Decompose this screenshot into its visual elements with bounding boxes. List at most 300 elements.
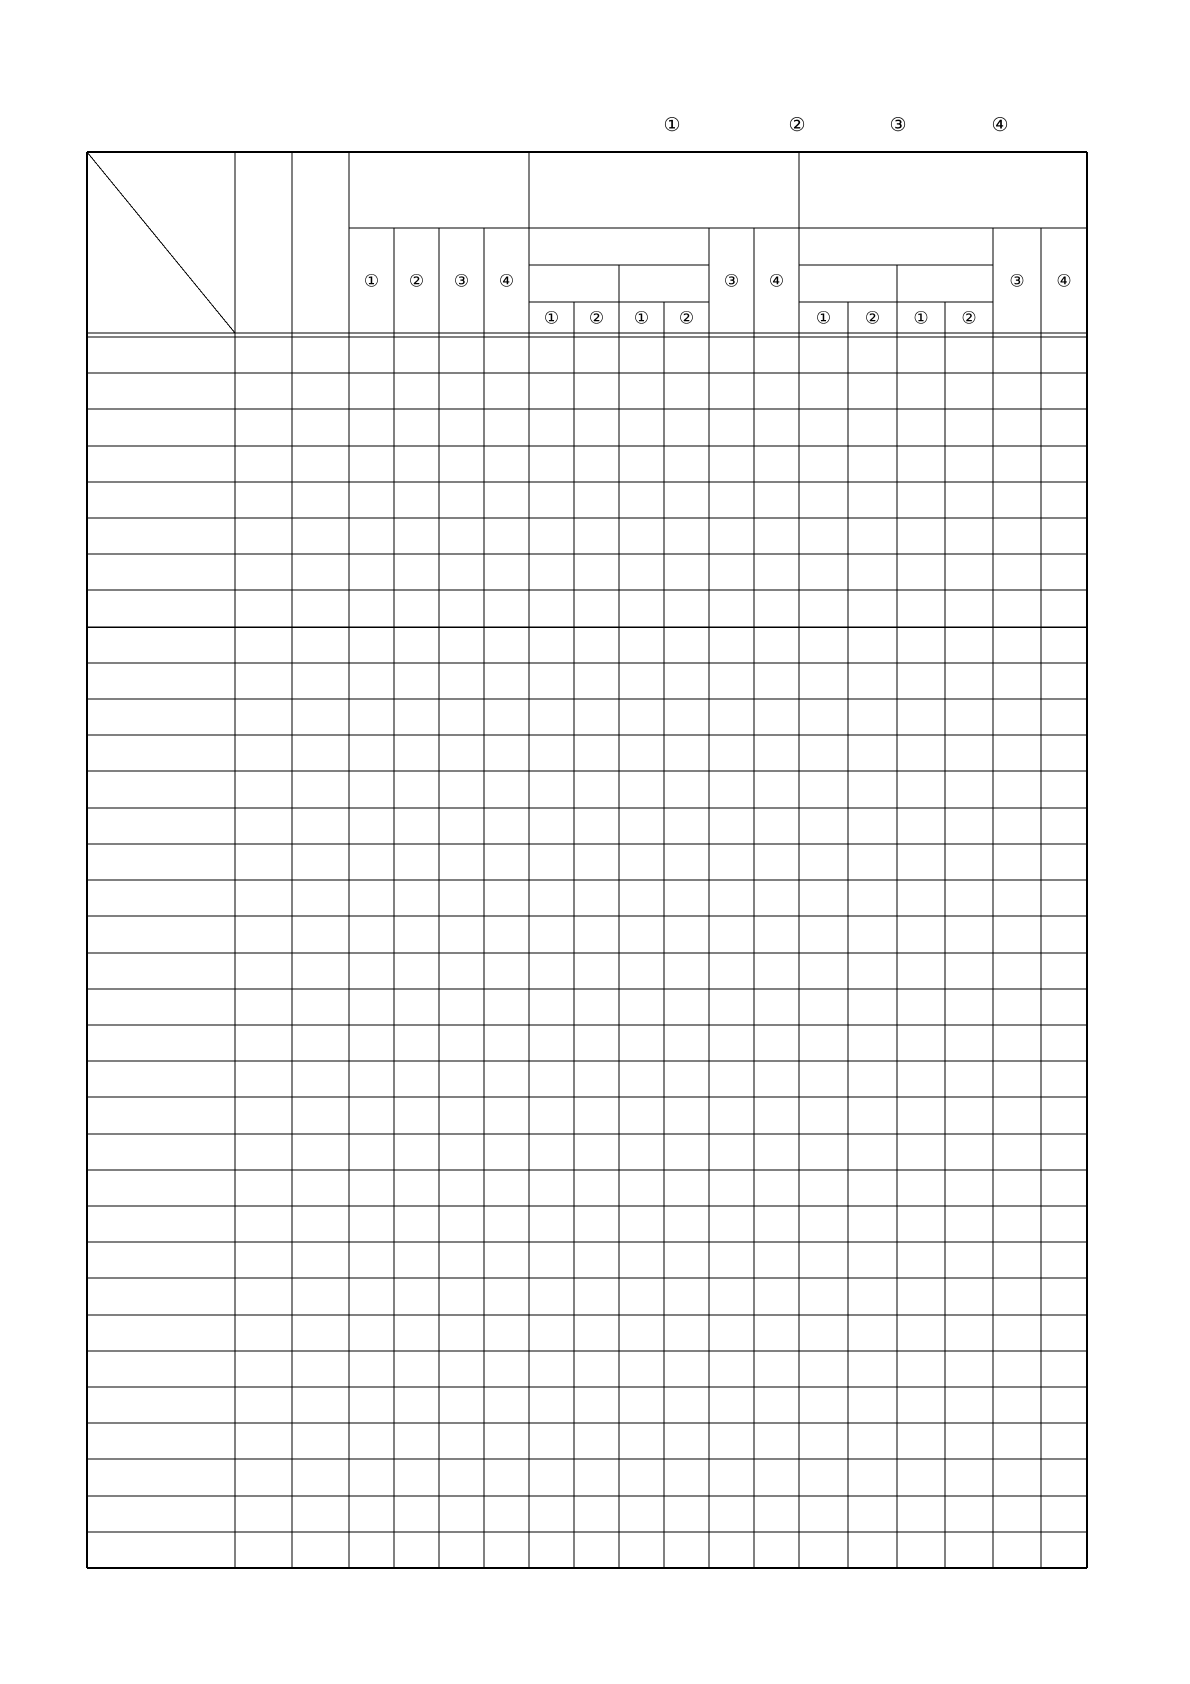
entry-cell[interactable] [620, 1388, 663, 1422]
entry-cell[interactable] [440, 1135, 483, 1169]
entry-cell[interactable] [994, 845, 1040, 879]
entry-cell[interactable] [236, 917, 291, 951]
entry-cell[interactable] [755, 881, 798, 915]
row-name-cell[interactable] [88, 881, 234, 915]
row-name-cell[interactable] [88, 591, 234, 625]
entry-cell[interactable] [530, 338, 573, 372]
row-name-cell[interactable] [88, 1388, 234, 1422]
entry-cell[interactable] [1042, 1497, 1086, 1531]
entry-cell[interactable] [800, 1497, 847, 1531]
entry-cell[interactable] [293, 700, 348, 734]
row-name-cell[interactable] [88, 1098, 234, 1132]
entry-cell[interactable] [946, 1388, 992, 1422]
entry-cell[interactable] [395, 338, 438, 372]
entry-cell[interactable] [710, 410, 753, 444]
entry-cell[interactable] [800, 1388, 847, 1422]
entry-cell[interactable] [665, 772, 708, 806]
entry-cell[interactable] [800, 1279, 847, 1313]
entry-cell[interactable] [898, 1026, 944, 1060]
entry-cell[interactable] [849, 591, 896, 625]
entry-cell[interactable] [350, 881, 393, 915]
entry-cell[interactable] [849, 1207, 896, 1241]
entry-cell[interactable] [575, 519, 618, 553]
entry-cell[interactable] [395, 664, 438, 698]
entry-cell[interactable] [620, 1424, 663, 1458]
entry-cell[interactable] [530, 664, 573, 698]
entry-cell[interactable] [575, 1171, 618, 1205]
entry-cell[interactable] [849, 628, 896, 662]
entry-cell[interactable] [665, 628, 708, 662]
entry-cell[interactable] [485, 881, 528, 915]
entry-cell[interactable] [898, 1424, 944, 1458]
entry-cell[interactable] [530, 628, 573, 662]
entry-cell[interactable] [1042, 664, 1086, 698]
entry-cell[interactable] [485, 1388, 528, 1422]
entry-cell[interactable] [898, 374, 944, 408]
entry-cell[interactable] [620, 591, 663, 625]
entry-cell[interactable] [994, 990, 1040, 1024]
entry-cell[interactable] [350, 374, 393, 408]
entry-cell[interactable] [575, 1026, 618, 1060]
entry-cell[interactable] [946, 1243, 992, 1277]
entry-cell[interactable] [849, 1026, 896, 1060]
entry-cell[interactable] [293, 447, 348, 481]
row-name-cell[interactable] [88, 1062, 234, 1096]
entry-cell[interactable] [1042, 1171, 1086, 1205]
entry-cell[interactable] [236, 809, 291, 843]
entry-cell[interactable] [710, 736, 753, 770]
entry-cell[interactable] [440, 809, 483, 843]
entry-cell[interactable] [710, 1062, 753, 1096]
entry-cell[interactable] [575, 1243, 618, 1277]
entry-cell[interactable] [946, 990, 992, 1024]
entry-cell[interactable] [1042, 483, 1086, 517]
entry-cell[interactable] [575, 1207, 618, 1241]
entry-cell[interactable] [440, 664, 483, 698]
entry-cell[interactable] [620, 845, 663, 879]
entry-cell[interactable] [620, 519, 663, 553]
entry-cell[interactable] [293, 664, 348, 698]
row-name-cell[interactable] [88, 845, 234, 879]
entry-cell[interactable] [994, 1388, 1040, 1422]
entry-cell[interactable] [485, 1497, 528, 1531]
entry-cell[interactable] [994, 917, 1040, 951]
entry-cell[interactable] [1042, 809, 1086, 843]
entry-cell[interactable] [755, 1243, 798, 1277]
row-name-cell[interactable] [88, 1207, 234, 1241]
entry-cell[interactable] [575, 917, 618, 951]
entry-cell[interactable] [994, 1171, 1040, 1205]
entry-cell[interactable] [350, 772, 393, 806]
entry-cell[interactable] [1042, 881, 1086, 915]
entry-cell[interactable] [440, 338, 483, 372]
entry-cell[interactable] [1042, 1352, 1086, 1386]
entry-cell[interactable] [710, 1243, 753, 1277]
entry-cell[interactable] [530, 1424, 573, 1458]
entry-cell[interactable] [575, 483, 618, 517]
entry-cell[interactable] [755, 736, 798, 770]
entry-cell[interactable] [849, 447, 896, 481]
entry-cell[interactable] [350, 1171, 393, 1205]
entry-cell[interactable] [350, 1135, 393, 1169]
entry-cell[interactable] [293, 519, 348, 553]
entry-cell[interactable] [898, 338, 944, 372]
entry-cell[interactable] [665, 519, 708, 553]
entry-cell[interactable] [898, 954, 944, 988]
entry-cell[interactable] [994, 1207, 1040, 1241]
entry-cell[interactable] [898, 1497, 944, 1531]
entry-cell[interactable] [395, 1026, 438, 1060]
entry-cell[interactable] [710, 990, 753, 1024]
entry-cell[interactable] [236, 483, 291, 517]
entry-cell[interactable] [800, 809, 847, 843]
entry-cell[interactable] [350, 700, 393, 734]
entry-cell[interactable] [946, 700, 992, 734]
entry-cell[interactable] [236, 1424, 291, 1458]
row-name-cell[interactable] [88, 555, 234, 589]
entry-cell[interactable] [350, 1243, 393, 1277]
entry-cell[interactable] [395, 1207, 438, 1241]
entry-cell[interactable] [849, 1279, 896, 1313]
entry-cell[interactable] [575, 954, 618, 988]
row-name-cell[interactable] [88, 519, 234, 553]
row-name-cell[interactable] [88, 628, 234, 662]
entry-cell[interactable] [755, 519, 798, 553]
entry-cell[interactable] [293, 1424, 348, 1458]
entry-cell[interactable] [620, 809, 663, 843]
entry-cell[interactable] [236, 1388, 291, 1422]
entry-cell[interactable] [575, 1098, 618, 1132]
entry-cell[interactable] [800, 591, 847, 625]
entry-cell[interactable] [530, 917, 573, 951]
entry-cell[interactable] [710, 1460, 753, 1494]
entry-cell[interactable] [710, 1026, 753, 1060]
entry-cell[interactable] [710, 374, 753, 408]
entry-cell[interactable] [1042, 1460, 1086, 1494]
row-name-cell[interactable] [88, 809, 234, 843]
entry-cell[interactable] [946, 809, 992, 843]
row-name-cell[interactable] [88, 374, 234, 408]
entry-cell[interactable] [755, 338, 798, 372]
entry-cell[interactable] [665, 1207, 708, 1241]
entry-cell[interactable] [1042, 555, 1086, 589]
entry-cell[interactable] [350, 591, 393, 625]
entry-cell[interactable] [236, 772, 291, 806]
entry-cell[interactable] [849, 410, 896, 444]
entry-cell[interactable] [530, 519, 573, 553]
entry-cell[interactable] [710, 519, 753, 553]
entry-cell[interactable] [485, 1026, 528, 1060]
entry-cell[interactable] [440, 1062, 483, 1096]
entry-cell[interactable] [898, 1460, 944, 1494]
entry-cell[interactable] [710, 700, 753, 734]
entry-cell[interactable] [395, 772, 438, 806]
entry-cell[interactable] [946, 1026, 992, 1060]
entry-cell[interactable] [620, 374, 663, 408]
entry-cell[interactable] [755, 1388, 798, 1422]
entry-cell[interactable] [395, 628, 438, 662]
entry-cell[interactable] [710, 809, 753, 843]
entry-cell[interactable] [755, 591, 798, 625]
entry-cell[interactable] [293, 1388, 348, 1422]
entry-cell[interactable] [440, 447, 483, 481]
entry-cell[interactable] [665, 1171, 708, 1205]
entry-cell[interactable] [665, 917, 708, 951]
entry-cell[interactable] [620, 1279, 663, 1313]
entry-cell[interactable] [575, 1316, 618, 1350]
entry-cell[interactable] [575, 845, 618, 879]
entry-cell[interactable] [665, 1388, 708, 1422]
entry-cell[interactable] [994, 1243, 1040, 1277]
entry-cell[interactable] [800, 664, 847, 698]
entry-cell[interactable] [530, 1243, 573, 1277]
entry-cell[interactable] [236, 1135, 291, 1169]
entry-cell[interactable] [1042, 1135, 1086, 1169]
entry-cell[interactable] [440, 483, 483, 517]
entry-cell[interactable] [620, 664, 663, 698]
entry-cell[interactable] [710, 917, 753, 951]
row-name-cell[interactable] [88, 483, 234, 517]
entry-cell[interactable] [898, 447, 944, 481]
entry-cell[interactable] [710, 1135, 753, 1169]
entry-cell[interactable] [898, 881, 944, 915]
entry-cell[interactable] [665, 1135, 708, 1169]
row-name-cell[interactable] [88, 1135, 234, 1169]
entry-cell[interactable] [236, 1171, 291, 1205]
entry-cell[interactable] [1042, 519, 1086, 553]
entry-cell[interactable] [440, 410, 483, 444]
entry-cell[interactable] [530, 1135, 573, 1169]
entry-cell[interactable] [236, 1533, 291, 1567]
entry-cell[interactable] [1042, 1243, 1086, 1277]
entry-cell[interactable] [755, 447, 798, 481]
entry-cell[interactable] [994, 664, 1040, 698]
entry-cell[interactable] [1042, 1062, 1086, 1096]
entry-cell[interactable] [710, 1424, 753, 1458]
entry-cell[interactable] [898, 628, 944, 662]
entry-cell[interactable] [800, 555, 847, 589]
entry-cell[interactable] [293, 483, 348, 517]
entry-cell[interactable] [485, 772, 528, 806]
entry-cell[interactable] [485, 1279, 528, 1313]
entry-cell[interactable] [395, 1352, 438, 1386]
row-name-cell[interactable] [88, 664, 234, 698]
entry-cell[interactable] [946, 447, 992, 481]
entry-cell[interactable] [849, 1460, 896, 1494]
entry-cell[interactable] [710, 1388, 753, 1422]
entry-cell[interactable] [994, 1533, 1040, 1567]
entry-cell[interactable] [236, 1026, 291, 1060]
entry-cell[interactable] [849, 772, 896, 806]
entry-cell[interactable] [293, 410, 348, 444]
entry-cell[interactable] [293, 1316, 348, 1350]
entry-cell[interactable] [620, 700, 663, 734]
entry-cell[interactable] [994, 736, 1040, 770]
entry-cell[interactable] [946, 845, 992, 879]
entry-cell[interactable] [1042, 954, 1086, 988]
entry-cell[interactable] [849, 519, 896, 553]
entry-cell[interactable] [530, 1207, 573, 1241]
entry-cell[interactable] [395, 519, 438, 553]
entry-cell[interactable] [575, 1460, 618, 1494]
entry-cell[interactable] [849, 1424, 896, 1458]
entry-cell[interactable] [395, 1171, 438, 1205]
entry-cell[interactable] [994, 1497, 1040, 1531]
entry-cell[interactable] [236, 628, 291, 662]
entry-cell[interactable] [293, 1352, 348, 1386]
entry-cell[interactable] [849, 1243, 896, 1277]
entry-cell[interactable] [575, 700, 618, 734]
entry-cell[interactable] [620, 1352, 663, 1386]
entry-cell[interactable] [236, 1243, 291, 1277]
entry-cell[interactable] [800, 917, 847, 951]
entry-cell[interactable] [530, 591, 573, 625]
entry-cell[interactable] [530, 483, 573, 517]
entry-cell[interactable] [800, 1460, 847, 1494]
entry-cell[interactable] [293, 1243, 348, 1277]
entry-cell[interactable] [898, 519, 944, 553]
entry-cell[interactable] [898, 772, 944, 806]
entry-cell[interactable] [994, 555, 1040, 589]
entry-cell[interactable] [575, 1135, 618, 1169]
entry-cell[interactable] [946, 1352, 992, 1386]
entry-cell[interactable] [898, 1171, 944, 1205]
entry-cell[interactable] [395, 591, 438, 625]
entry-cell[interactable] [898, 845, 944, 879]
entry-cell[interactable] [485, 555, 528, 589]
entry-cell[interactable] [440, 1098, 483, 1132]
entry-cell[interactable] [293, 555, 348, 589]
entry-cell[interactable] [350, 628, 393, 662]
entry-cell[interactable] [485, 809, 528, 843]
entry-cell[interactable] [665, 881, 708, 915]
entry-cell[interactable] [575, 809, 618, 843]
entry-cell[interactable] [755, 1497, 798, 1531]
entry-cell[interactable] [800, 990, 847, 1024]
entry-cell[interactable] [350, 519, 393, 553]
entry-cell[interactable] [849, 1533, 896, 1567]
entry-cell[interactable] [350, 664, 393, 698]
entry-cell[interactable] [849, 1388, 896, 1422]
entry-cell[interactable] [946, 664, 992, 698]
entry-cell[interactable] [620, 628, 663, 662]
entry-cell[interactable] [236, 881, 291, 915]
entry-cell[interactable] [440, 1424, 483, 1458]
entry-cell[interactable] [350, 1352, 393, 1386]
entry-cell[interactable] [849, 1316, 896, 1350]
entry-cell[interactable] [1042, 628, 1086, 662]
entry-cell[interactable] [350, 1497, 393, 1531]
entry-cell[interactable] [236, 591, 291, 625]
entry-cell[interactable] [665, 1424, 708, 1458]
entry-cell[interactable] [440, 1207, 483, 1241]
entry-cell[interactable] [665, 1243, 708, 1277]
entry-cell[interactable] [800, 483, 847, 517]
entry-cell[interactable] [485, 1135, 528, 1169]
entry-cell[interactable] [994, 1098, 1040, 1132]
row-name-cell[interactable] [88, 1352, 234, 1386]
entry-cell[interactable] [440, 917, 483, 951]
entry-cell[interactable] [395, 954, 438, 988]
entry-cell[interactable] [898, 736, 944, 770]
entry-cell[interactable] [898, 1098, 944, 1132]
entry-cell[interactable] [665, 447, 708, 481]
entry-cell[interactable] [620, 1533, 663, 1567]
entry-cell[interactable] [946, 628, 992, 662]
entry-cell[interactable] [350, 1062, 393, 1096]
entry-cell[interactable] [800, 519, 847, 553]
entry-cell[interactable] [710, 447, 753, 481]
row-name-cell[interactable] [88, 1279, 234, 1313]
entry-cell[interactable] [849, 990, 896, 1024]
entry-cell[interactable] [946, 410, 992, 444]
entry-cell[interactable] [710, 1207, 753, 1241]
entry-cell[interactable] [236, 1098, 291, 1132]
entry-cell[interactable] [530, 1098, 573, 1132]
entry-cell[interactable] [946, 736, 992, 770]
entry-cell[interactable] [898, 700, 944, 734]
entry-cell[interactable] [665, 954, 708, 988]
entry-cell[interactable] [530, 1026, 573, 1060]
entry-cell[interactable] [575, 1062, 618, 1096]
entry-cell[interactable] [898, 1207, 944, 1241]
entry-cell[interactable] [293, 954, 348, 988]
entry-cell[interactable] [236, 410, 291, 444]
entry-cell[interactable] [350, 1098, 393, 1132]
entry-cell[interactable] [485, 447, 528, 481]
entry-cell[interactable] [755, 1171, 798, 1205]
entry-cell[interactable] [755, 954, 798, 988]
entry-cell[interactable] [849, 881, 896, 915]
entry-cell[interactable] [800, 1026, 847, 1060]
entry-cell[interactable] [755, 555, 798, 589]
entry-cell[interactable] [800, 1533, 847, 1567]
entry-cell[interactable] [800, 447, 847, 481]
entry-cell[interactable] [620, 1497, 663, 1531]
entry-cell[interactable] [350, 1460, 393, 1494]
entry-cell[interactable] [530, 1533, 573, 1567]
entry-cell[interactable] [620, 483, 663, 517]
entry-cell[interactable] [236, 736, 291, 770]
entry-cell[interactable] [236, 1207, 291, 1241]
entry-cell[interactable] [994, 519, 1040, 553]
entry-cell[interactable] [1042, 1533, 1086, 1567]
entry-cell[interactable] [755, 1316, 798, 1350]
entry-cell[interactable] [849, 483, 896, 517]
entry-cell[interactable] [710, 1098, 753, 1132]
entry-cell[interactable] [395, 555, 438, 589]
entry-cell[interactable] [395, 374, 438, 408]
entry-cell[interactable] [395, 1388, 438, 1422]
entry-cell[interactable] [1042, 374, 1086, 408]
entry-cell[interactable] [1042, 917, 1086, 951]
entry-cell[interactable] [755, 410, 798, 444]
entry-cell[interactable] [620, 954, 663, 988]
entry-cell[interactable] [946, 374, 992, 408]
entry-cell[interactable] [485, 664, 528, 698]
entry-cell[interactable] [395, 410, 438, 444]
entry-cell[interactable] [710, 664, 753, 698]
entry-cell[interactable] [898, 410, 944, 444]
entry-cell[interactable] [485, 374, 528, 408]
entry-cell[interactable] [755, 1352, 798, 1386]
entry-cell[interactable] [710, 881, 753, 915]
entry-cell[interactable] [710, 845, 753, 879]
entry-cell[interactable] [395, 1062, 438, 1096]
entry-cell[interactable] [575, 1352, 618, 1386]
entry-cell[interactable] [395, 700, 438, 734]
entry-cell[interactable] [994, 1316, 1040, 1350]
